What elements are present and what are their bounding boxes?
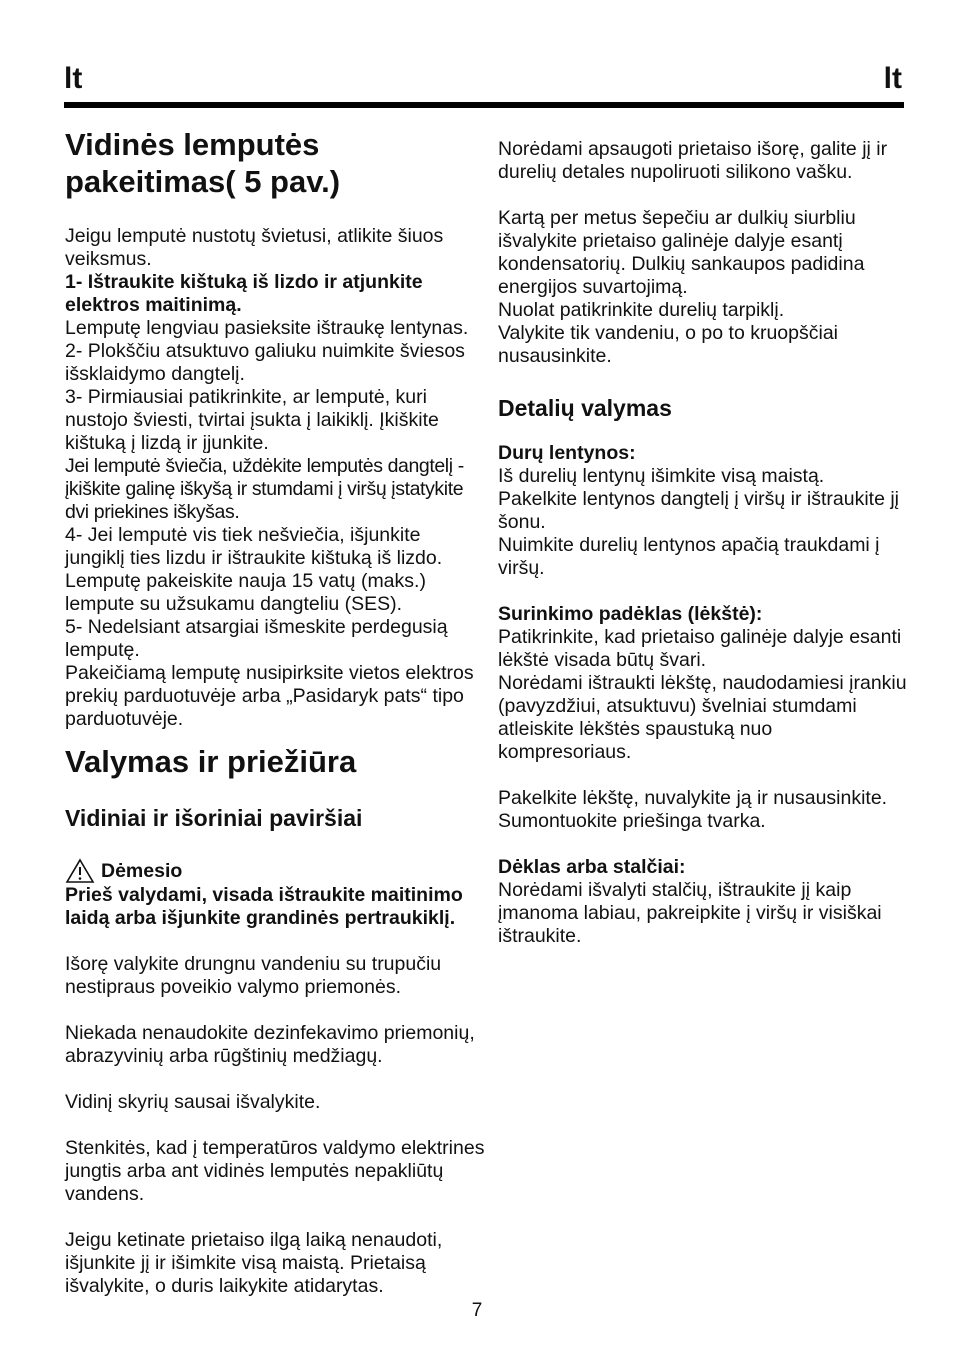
section-title-bulb — [65, 126, 485, 200]
tray-title: Surinkimo padėklas (lėkštė): — [498, 603, 763, 625]
intro-paragraph: Jeigu lemputė nustotų švietusi, atlikite šiuos veiksmus. — [65, 225, 444, 270]
language-code-left: lt — [64, 62, 83, 95]
bulb-line: 5- Nedelsiant atsargiai išmeskite perdegusią lemputę. — [65, 616, 448, 661]
cleaning-paragraph: Niekada nenaudokite dezinfekavimo priemonių, abrazyvinių arba rūgštinių medžiagų. — [65, 1022, 475, 1067]
section-title-cleaning: Valymas ir priežiūra — [65, 744, 357, 779]
page-number: 7 — [471, 1300, 483, 1321]
tray-line: Patikrinkite, kad prietaiso galinėje dalyje esanti lėkštė visada būtų švari. — [498, 626, 902, 671]
title-line-1: Vidinės lemputės — [65, 127, 320, 162]
door-shelves-line: Pakelkite lentynos dangtelį į viršų ir ištraukite jį šonu. — [498, 488, 900, 533]
bulb-line: 4- Jei lemputė vis tiek nešviečia, išjunkite jungiklį ties lizdu ir ištraukite kištuką iš lizdo. Lemputę pakeiskite nauja 15 vatų (maks.) lempute su užsukamu dangteliu (SES). — [65, 524, 443, 615]
water-paragraph: Valykite tik vandeniu, o po to kruopščiai nusausinkite. — [498, 322, 838, 367]
bulb-line: Pakeičiamą lemputę nusipirksite vietos elektros prekių parduotuvėje arba „Pasidaryk pats“ tipo parduotuvėje. — [65, 662, 474, 730]
warning-text: Prieš valydami, visada ištraukite maitinimo laidą arba išjunkite grandinės pertraukiklį. — [65, 884, 463, 929]
cleaning-paragraph: Išorę valykite drungnu vandeniu su trupučiu nestipraus poveikio valymo priemonės. — [65, 953, 442, 998]
step-1-bold: 1- Ištraukite kištuką iš lizdo ir atjunkite elektros maitinimą. — [65, 271, 423, 316]
tray-after-line: Pakelkite lėkštę, nuvalykite ją ir nusausinkite. — [498, 787, 888, 809]
door-shelves-line: Nuimkite durelių lentynos apačią traukdami į viršų. — [498, 534, 880, 579]
condenser-paragraph: Kartą per metus šepečiu ar dulkių siurbliu išvalykite prietaiso galinėje dalyje esantį kondensatorių. Dulkių sankaupos padidina energijos suvartojimą. — [498, 207, 865, 298]
seal-paragraph: Nuolat patikrinkite durelių tarpiklį. — [498, 299, 785, 321]
warning-heading — [65, 858, 485, 884]
tray-after-line: Sumontuokite priešinga tvarka. — [498, 810, 766, 832]
language-code-right: lt — [883, 62, 902, 95]
cleaning-paragraph: Jeigu ketinate prietaiso ilgą laiką nenaudoti, išjunkite jį ir išimkite visą maistą. Prietaisą išvalykite, o duris laikykite atidarytas. — [65, 1229, 443, 1297]
right-column — [498, 138, 908, 948]
door-shelves-title: Durų lentynos: — [498, 442, 636, 464]
title-line-2: pakeitimas( 5 pav.) — [65, 164, 341, 199]
bulb-line: 3- Pirmiausiai patikrinkite, ar lemputė, kuri nustojo šviesti, tvirtai įsukta į laikiklį. Įkiškite kištuką į lizdą ir įjunkite. — [65, 386, 439, 454]
bulb-line: Lemputę lengviau pasieksite ištraukę lentynas. — [65, 317, 469, 339]
door-shelves-line: Iš durelių lentynų išimkite visą maistą. — [498, 465, 825, 487]
bulb-line: 2- Plokščiu atsuktuvo galiuku nuimkite šviesos išsklaidymo dangtelį. — [65, 340, 465, 385]
drawer-title: Dėklas arba stalčiai: — [498, 856, 686, 878]
warning-triangle-icon — [65, 858, 95, 884]
page-header — [64, 60, 904, 108]
left-column — [65, 126, 485, 1298]
cleaning-paragraph: Vidinį skyrių sausai išvalykite. — [65, 1091, 321, 1113]
subsection-parts-cleaning: Detalių valymas — [498, 395, 672, 421]
warning-title: Dėmesio — [101, 859, 183, 882]
tray-line: Norėdami ištraukti lėkštę, naudodamiesi įrankiu (pavyzdžiui, atsuktuvu) švelniai stumdami atleiskite lėkštės spaustuką nuo kompresoriaus. — [498, 672, 907, 763]
drawer-text: Norėdami išvalyti stalčių, ištraukite jį kaip įmanoma labiau, pakreipkite į viršų ir visiškai ištraukite. — [498, 879, 882, 947]
subsection-surfaces: Vidiniai ir išoriniai paviršiai — [65, 805, 363, 831]
cleaning-paragraph: Stenkitės, kad į temperatūros valdymo elektrines jungtis arba ant vidinės lemputės nepakliūtų vandens. — [65, 1137, 485, 1205]
bulb-line: Jei lemputė šviečia, uždėkite lemputės dangtelį - įkiškite galinę iškyšą ir stumdami į viršų įstatykite dvi priekines iškyšas. — [65, 455, 464, 523]
polish-paragraph: Norėdami apsaugoti prietaiso išorę, galite jį ir durelių detales nupoliruoti silikono vašku. — [498, 138, 888, 183]
